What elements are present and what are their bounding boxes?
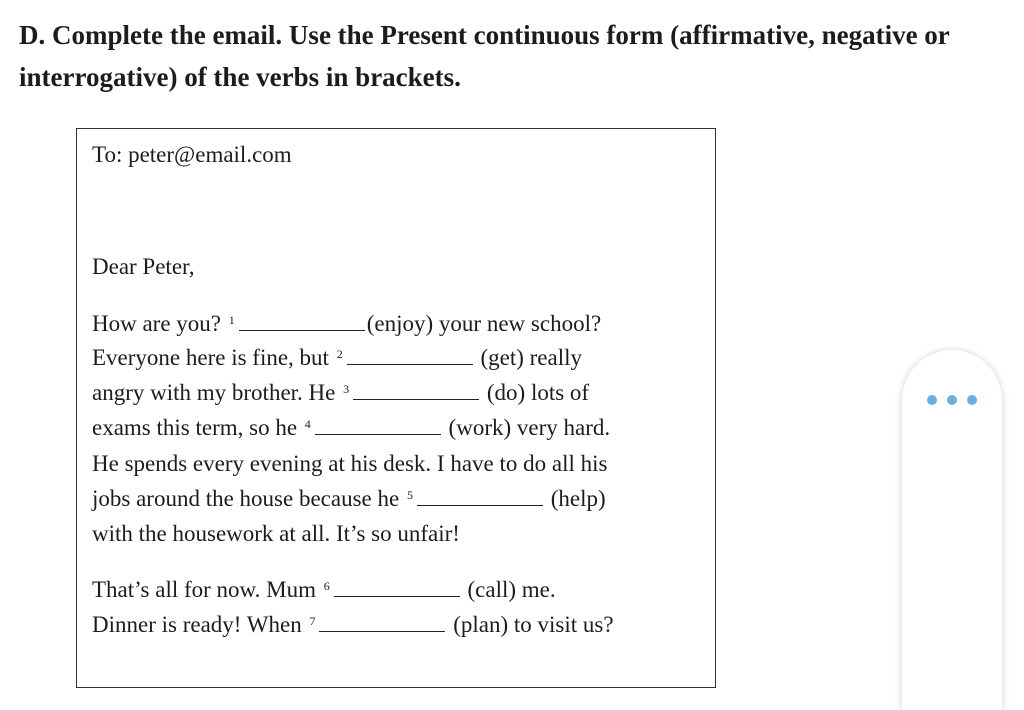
email-line-9 [92, 610, 614, 640]
answer-blank-4[interactable] [315, 416, 441, 435]
blank-number: 3 [343, 382, 350, 396]
blank-number: 7 [309, 614, 316, 628]
email-line-4 [92, 413, 610, 443]
line-text: (get) really [480, 345, 582, 370]
line-text: (enjoy) your new school? [366, 311, 602, 336]
blank-number: 5 [406, 488, 413, 502]
line-text: Everyone here is fine, but [92, 345, 329, 370]
email-to: To: peter@email.com [92, 142, 292, 167]
more-dots-icon [927, 393, 977, 407]
email-line-6 [92, 484, 606, 514]
email-line-3 [92, 378, 589, 408]
email-line-2 [92, 343, 582, 373]
line-text: Dinner is ready! When [92, 612, 302, 637]
answer-blank-5[interactable] [417, 487, 543, 506]
email-line-7: with the housework at all. It’s so unfair! [92, 521, 460, 546]
line-text: (call) me. [467, 577, 556, 602]
answer-blank-7[interactable] [319, 613, 445, 632]
answer-blank-1[interactable] [239, 312, 365, 331]
exercise-instruction: D. Complete the email. Use the Present continuous form (affirmative, negative or interrogative) of the verbs in brackets. [19, 20, 950, 92]
line-text: (plan) to visit us? [453, 612, 614, 637]
line-text: (help) [550, 486, 606, 511]
email-box [76, 128, 716, 688]
blank-number: 2 [336, 347, 343, 361]
answer-blank-2[interactable] [347, 346, 473, 365]
email-line-8 [92, 575, 556, 605]
line-text: angry with my brother. He [92, 380, 336, 405]
email-line-1 [92, 309, 601, 339]
answer-blank-6[interactable] [334, 578, 460, 597]
line-text: exams this term, so he [92, 415, 298, 440]
line-text: jobs around the house because he [92, 486, 400, 511]
line-text: (do) lots of [486, 380, 590, 405]
blank-number: 1 [228, 313, 235, 327]
email-greeting: Dear Peter, [92, 254, 195, 279]
line-text: (work) very hard. [448, 415, 611, 440]
blank-number: 6 [323, 579, 330, 593]
answer-blank-3[interactable] [353, 381, 479, 400]
email-line-5: He spends every evening at his desk. I have to do all his [92, 451, 608, 476]
blank-number: 4 [304, 417, 311, 431]
more-options-button[interactable] [902, 350, 1002, 710]
line-text: How are you? [92, 311, 222, 336]
line-text: That’s all for now. Mum [92, 577, 317, 602]
